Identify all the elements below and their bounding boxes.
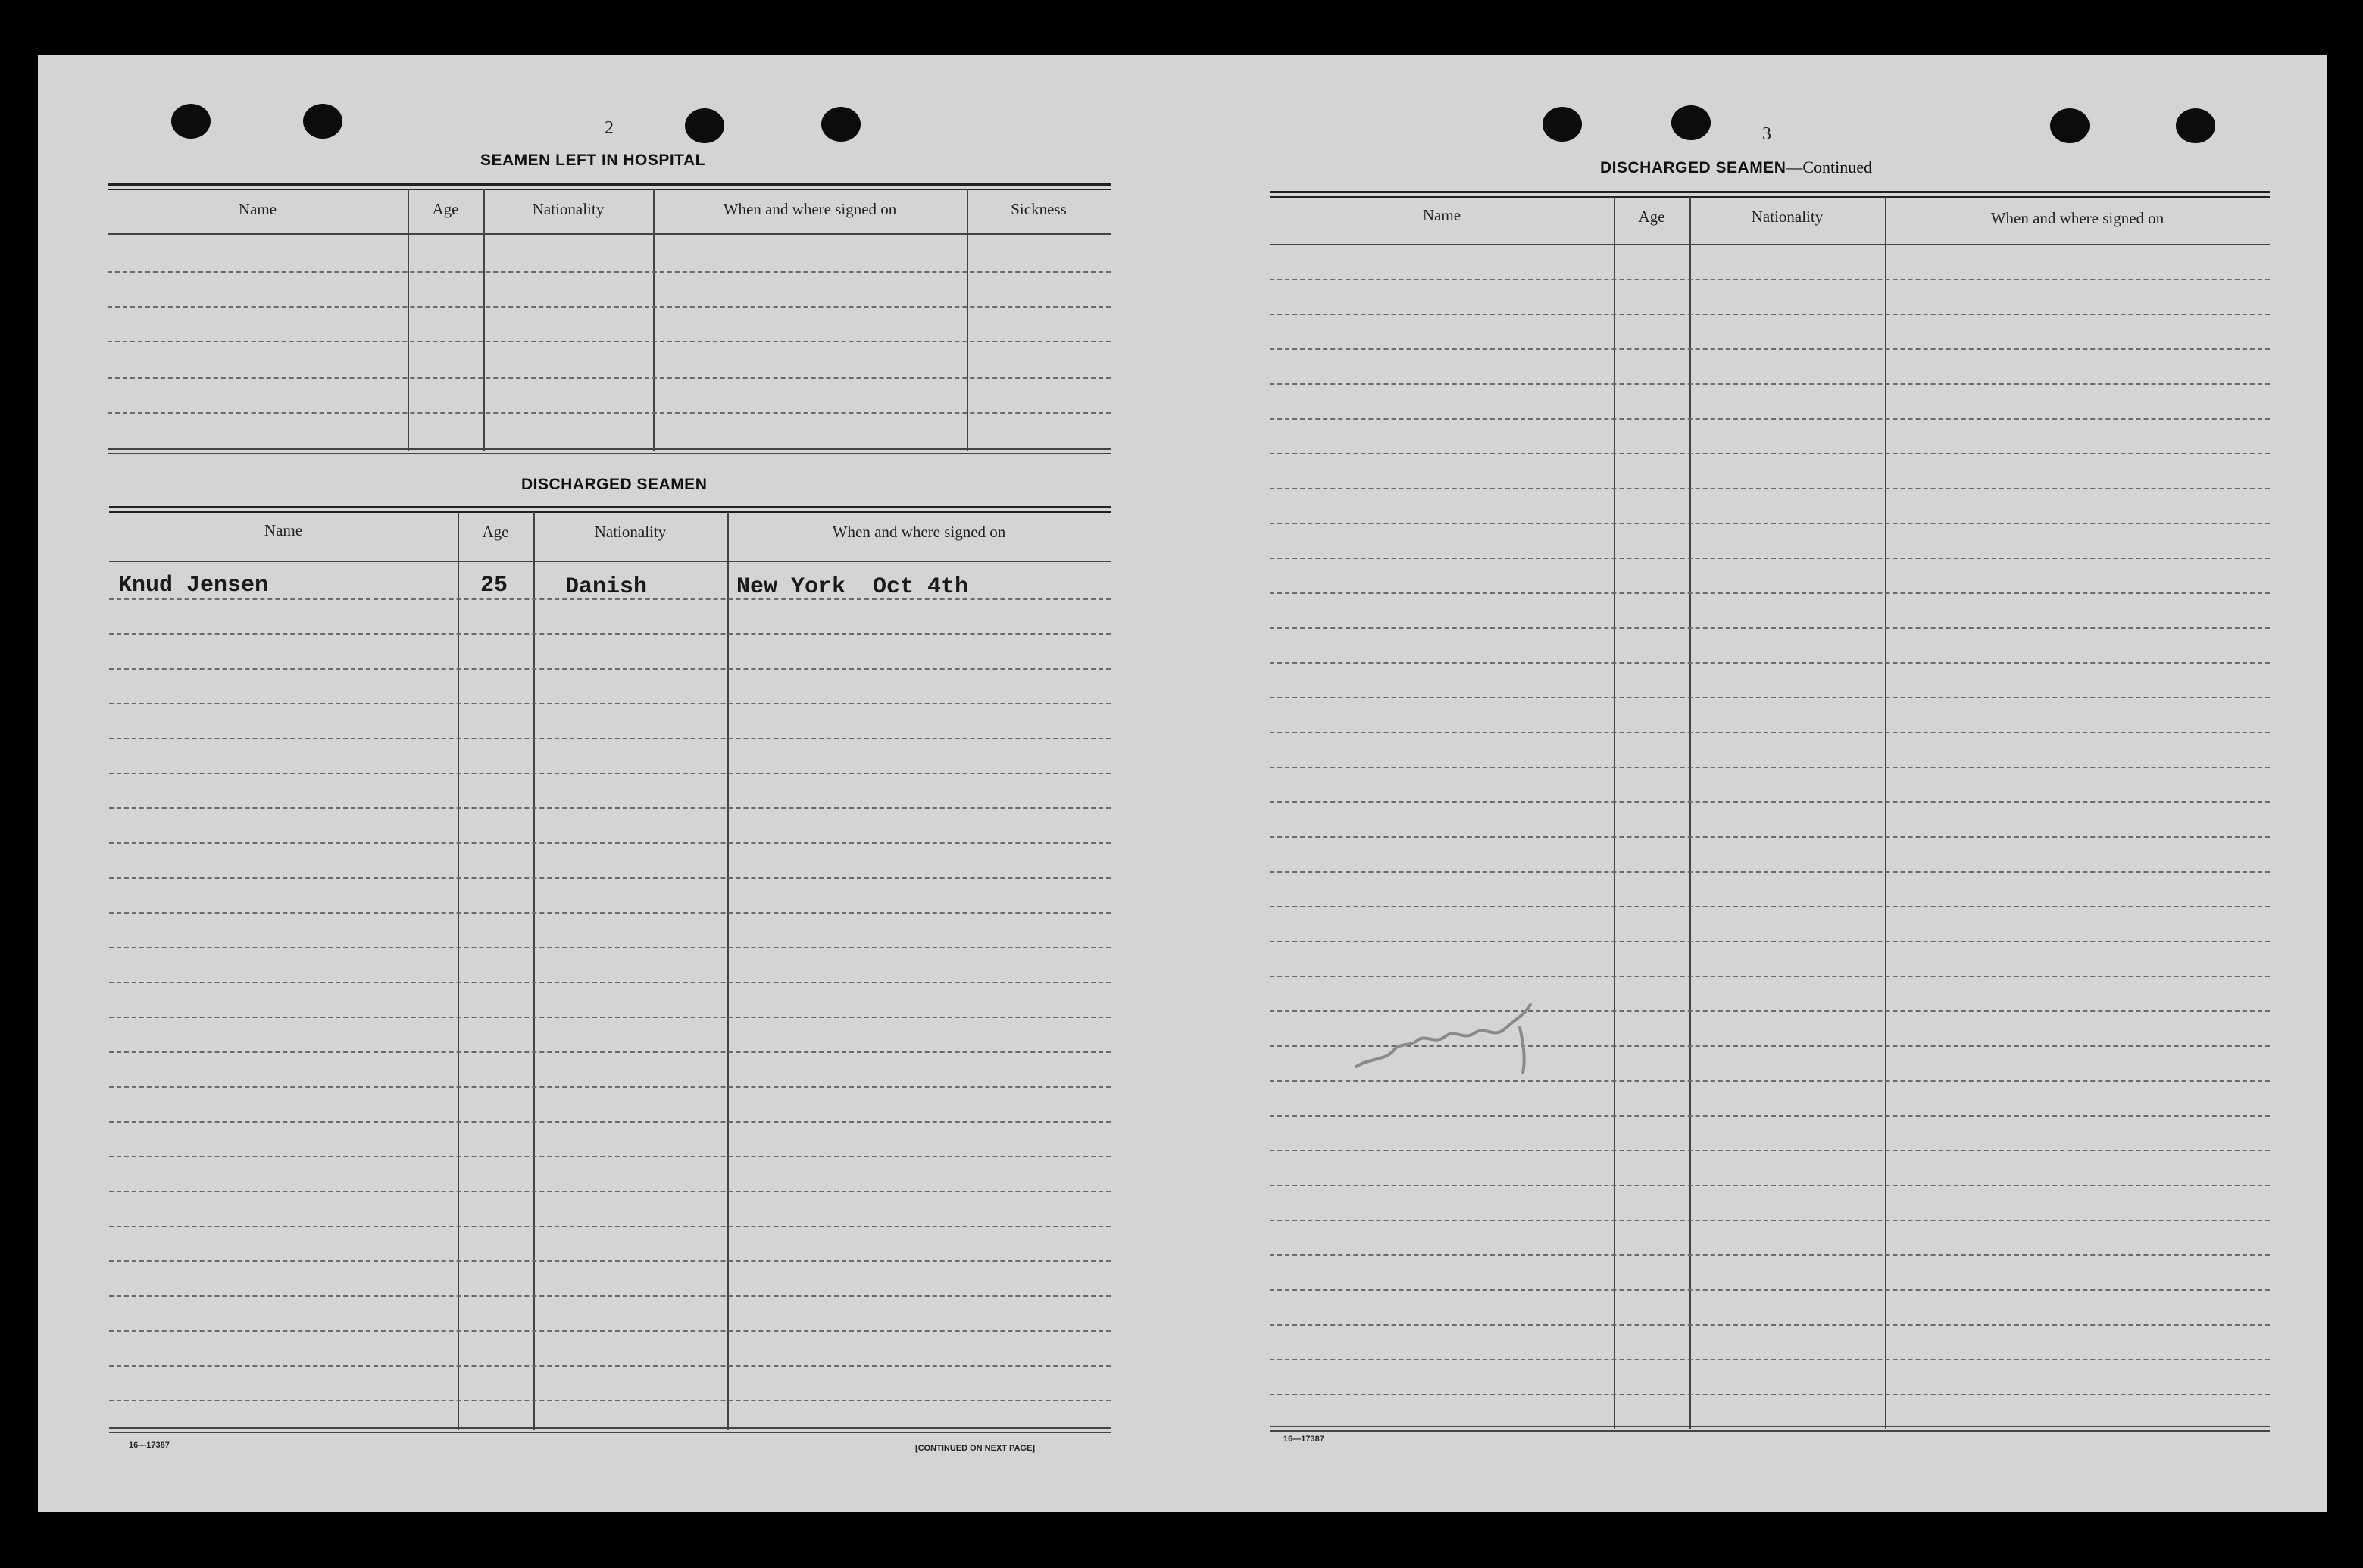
discharged-continued-title: [1600, 158, 1872, 177]
entry-name: Knud Jensen: [118, 573, 269, 598]
column-header-signed-on: When and where signed on: [723, 200, 897, 218]
entry-age: 25: [480, 573, 508, 598]
column-header-signed-on: When and where signed on: [1990, 209, 2165, 227]
entry-signed-on: New York Oct 4th: [736, 574, 969, 600]
column-header-age: Age: [432, 200, 459, 218]
title-suffix: —Continued: [1786, 158, 1873, 176]
title-text: DISCHARGED SEAMEN: [1600, 159, 1786, 176]
column-header-name: Name: [238, 200, 277, 218]
entry-nationality: Danish: [565, 574, 648, 600]
punch-hole: [685, 108, 724, 143]
column-header-nationality: Nationality: [594, 523, 667, 541]
column-header-nationality: Nationality: [1751, 208, 1824, 226]
form-number: 16—17387: [129, 1441, 170, 1450]
column-header-name: Name: [264, 521, 303, 539]
continued-note: [CONTINUED ON NEXT PAGE]: [915, 1444, 1036, 1453]
form-number: 16—17387: [1283, 1435, 1324, 1444]
faint-signature: [1341, 997, 1568, 1088]
column-header-age: Age: [482, 523, 509, 541]
punch-hole: [821, 107, 861, 142]
punch-hole: [303, 104, 342, 139]
punch-hole: [171, 104, 211, 139]
column-header-name: Name: [1422, 206, 1461, 224]
discharged-table: [109, 506, 1111, 1435]
punch-hole: [2176, 108, 2215, 143]
page-number: 3: [1762, 124, 1771, 144]
hospital-section-title: SEAMEN LEFT IN HOSPITAL: [480, 151, 705, 169]
punch-hole: [1671, 105, 1711, 140]
punch-hole: [2050, 108, 2090, 143]
discharged-section-title: DISCHARGED SEAMEN: [521, 476, 708, 493]
hospital-table: [108, 183, 1111, 454]
page-number: 2: [605, 118, 614, 138]
column-header-signed-on: When and where signed on: [832, 523, 1006, 541]
column-header-nationality: Nationality: [532, 200, 605, 218]
discharged-continued-table: [1270, 191, 2270, 1433]
column-header-sickness: Sickness: [1011, 200, 1067, 218]
column-header-age: Age: [1638, 208, 1665, 226]
punch-hole: [1543, 107, 1582, 142]
